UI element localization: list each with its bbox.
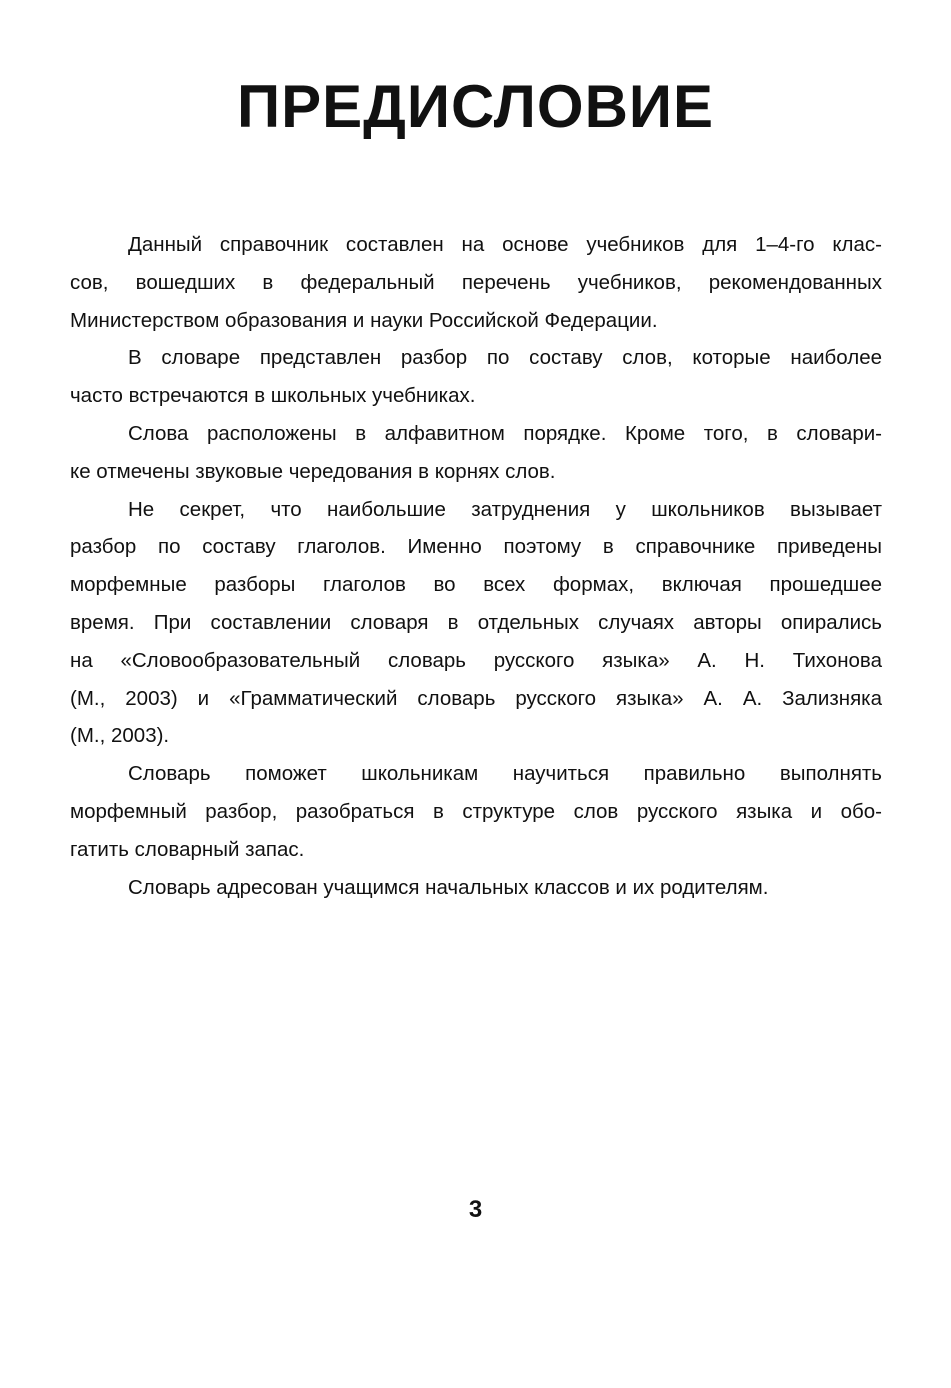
page-number: 3 <box>468 1196 483 1223</box>
paragraph <box>70 491 882 756</box>
text-line: Слова расположены в алфавитном порядке. Кроме того, в словари- <box>128 421 882 445</box>
text-line: Не секрет, что наибольшие затруднения у школьников вызывает <box>128 497 882 521</box>
text-line: (М., 2003). <box>70 724 170 748</box>
text-line: часто встречаются в школьных учебниках. <box>70 384 476 408</box>
paragraph <box>70 226 882 339</box>
text-line: гатить словарный запас. <box>70 837 305 861</box>
text-line: Словарь адресован учащимся начальных классов и их родителям. <box>128 875 769 899</box>
text-line: (М., 2003) и «Грамматический словарь русского языка» А. А. Зализняка <box>70 686 882 710</box>
text-line: сов, вошедших в федеральный перечень учебников, рекомендованных <box>70 270 882 294</box>
text-line: Словарь поможет школьникам научиться правильно выполнять <box>128 762 882 786</box>
paragraph <box>70 755 882 868</box>
text-line: разбор по составу глаголов. Именно поэтому в справочнике приведены <box>70 535 882 559</box>
text-line: Данный справочник составлен на основе учебников для 1–4-го клас- <box>128 233 882 256</box>
text-line: В словаре представлен разбор по составу слов, которые наиболее <box>128 346 882 370</box>
preface-body <box>70 226 882 906</box>
text-line: морфемные разборы глаголов во всех формах, включая прошедшее <box>70 573 882 597</box>
paragraph <box>70 339 882 415</box>
page-title: ПРЕДИСЛОВИЕ <box>236 73 715 140</box>
paragraph <box>70 415 882 491</box>
text-line: морфемный разбор, разобраться в структуре слов русского языка и обо- <box>70 799 882 823</box>
text-line: Министерством образования и науки Российской Федерации. <box>70 308 658 332</box>
text-line: ке отмечены звуковые чередования в корнях слов. <box>70 459 556 483</box>
text-line: на «Словообразовательный словарь русского языка» А. Н. Тихонова <box>70 648 882 672</box>
text-line: время. При составлении словаря в отдельных случаях авторы опирались <box>70 610 882 634</box>
paragraph <box>70 869 882 907</box>
